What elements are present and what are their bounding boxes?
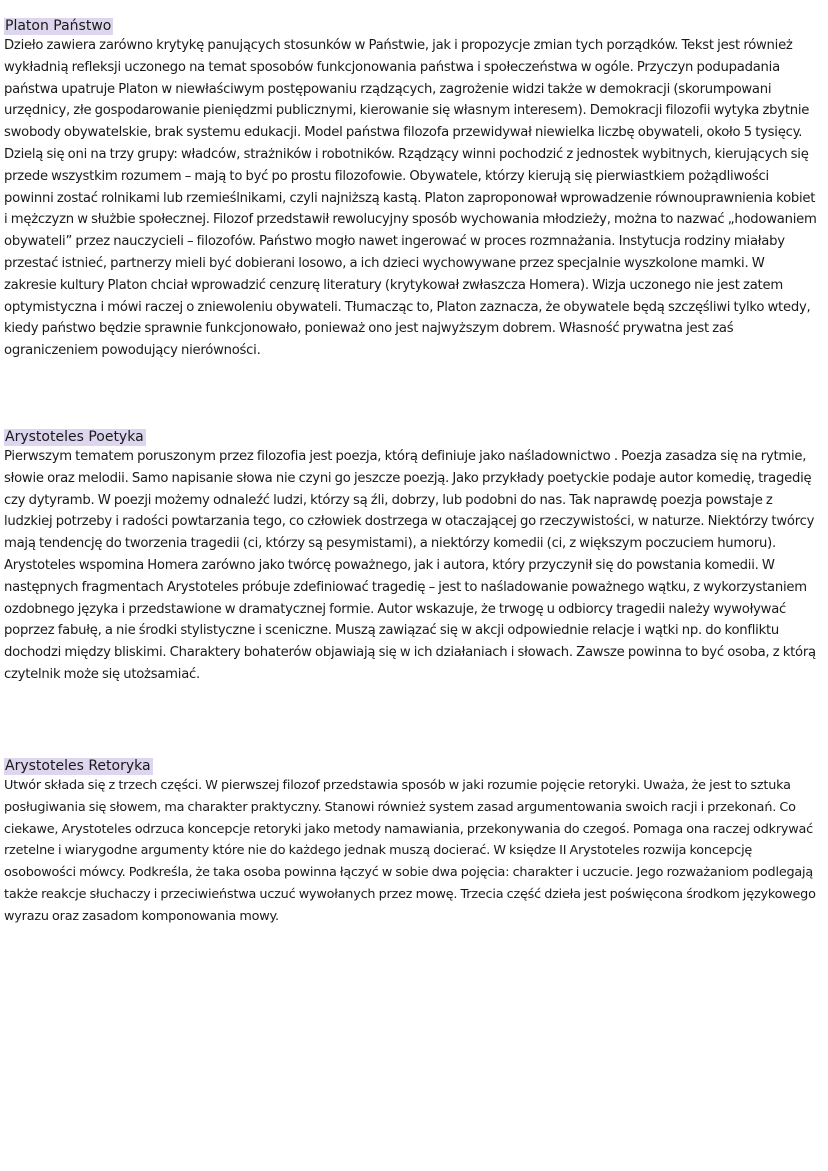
section-heading: Arystoteles Retoryka	[5, 758, 151, 774]
section-heading: Platon Państwo	[5, 18, 112, 34]
section-arystoteles-poetyka	[4, 426, 820, 686]
section-body: Pierwszym tematem poruszonym przez filozofia jest poezja, którą definiuje jako naśladownictwo . Poezja zasadza się na rytmie, słowie oraz melodii. Samo napisanie słowa nie czyni go jeszcze poezją. Jako przykłady poetyckie podaje autor komedię, tragedię czy dytyramb. W poezji możemy odnaleźć ludzi, którzy są źli, dobrzy, lub podobni do nas. Tak naprawdę poezja powstaje z ludzkiej potrzeby i radości powtarzania tego, co człowiek dostrzega w otaczającej go rzeczywistości, w naturze. Niektórzy twórcy mają tendencję do tworzenia tragedii (ci, którzy są pesymistami), a niektórzy komedii (ci, z większym poczuciem humoru). Arystoteles wspomina Homera zarówno jako twórcę poważnego, jak i autora, który przyczynił się do powstania komedii. W następnych fragmentach Arystoteles próbuje zdefiniować tragedię – jest to naśladowanie poważnego wątku, z wykorzystaniem ozdobnego języka i przedstawione w dramatycznej formie. Autor wskazuje, że trwogę u odbiorcy tragedii należy wywoływać poprzez fabułę, a nie środki stylistyczne i sceniczne. Muszą zawiązać się w akcji odpowiednie relacje i wątki np. do konfliktu dochodzi między bliskimi. Charaktery bohaterów objawiają się w ich działaniach i słowach. Zawsze powinna to być osoba, z którą czytelnik może się utożsamiać.	[4, 449, 816, 682]
section-heading: Arystoteles Poetyka	[5, 429, 144, 445]
section-body: Dzieło zawiera zarówno krytykę panujących stosunków w Państwie, jak i propozycje zmian tych porządków. Tekst jest również wykładnią refleksji uczonego na temat sposobów funkcjonowania państwa i społeczeństwa w ogóle. Przyczyn podupadania państwa upatruje Platon w niewłaściwym postępowaniu rządzących, zagrożenie widzi także w demokracji (skorumpowani urzędnicy, złe gospodarowanie pieniędzmi publicznymi, kierowanie się własnym interesem). Demokracji filozofii wytyka zbytnie swobody obywatelskie, brak systemu edukacji. Model państwa filozofa przewidywał niewielka liczbę obywateli, około 5 tysięcy. Dzielą się oni na trzy grupy: władców, strażników i robotników. Rządzący winni pochodzić z jednostek wybitnych, kierujących się przede wszystkim rozumem – mają to być po prostu filozofowie. Obywatele, którzy kierują się pierwiastkiem pożądliwości powinni zostać rolnikami lub rzemieślnikami, czyli najniższą kastą. Platon zaproponował wprowadzenie równouprawnienia kobiet i mężczyzn w służbie społecznej. Filozof przedstawił rewolucyjny sposób wychowania młodzieży, można to nazwać „hodowaniem obywateli” przez nauczycieli – filozofów. Państwo mogło nawet ingerować w proces rozmnażania. Instytucja rodziny miałaby przestać istnieć, partnerzy mieli być dobierani losowo, a ich dzieci wychowywane przez specjalnie wyszkolone mamki. W zakresie kultury Platon chciał wprowadzić cenzurę literatury (krytykował zwłaszcza Homera). Wizja uczonego nie jest zatem optymistyczna i mówi raczej o zniewoleniu obywateli. Tłumacząc to, Platon zaznacza, że obywatele będą szczęśliwi tylko wtedy, kiedy państwo będzie sprawnie funkcjonowało, ponieważ ono jest najwyższym dobrem. Własność prywatna jest zaś ograniczeniem powodujący nierówności.	[4, 38, 817, 359]
section-body: Utwór składa się z trzech części. W pierwszej filozof przedstawia sposób w jaki rozumie pojęcie retoryki. Uważa, że jest to sztuka posługiwania się słowem, ma charakter praktyczny. Stanowi również system zasad argumentowania swoich racji i przekonań. Co ciekawe, Arystoteles odrzuca koncepcje retoryki jako metody namawiania, przekonywania do czegoś. Pomaga ona raczej odkrywać rzetelne i wiarygodne argumenty które nie do każdego jednak muszą docierać. W księdze II Arystoteles rozwija koncepcję osobowości mówcy. Podkreśla, że taka osoba powinna łączyć w sobie dwa pojęcia: charakter i uczucie. Jego rozważaniom podlegają także reakcje słuchaczy i przeciwieństwa uczuć wywołanych przez mowę. Trzecia część dzieła jest poświęcona środkom językowego wyrazu oraz zasadom komponowania mowy.	[4, 778, 816, 924]
section-arystoteles-retoryka	[4, 755, 820, 928]
section-platon-panstwo	[4, 15, 820, 362]
